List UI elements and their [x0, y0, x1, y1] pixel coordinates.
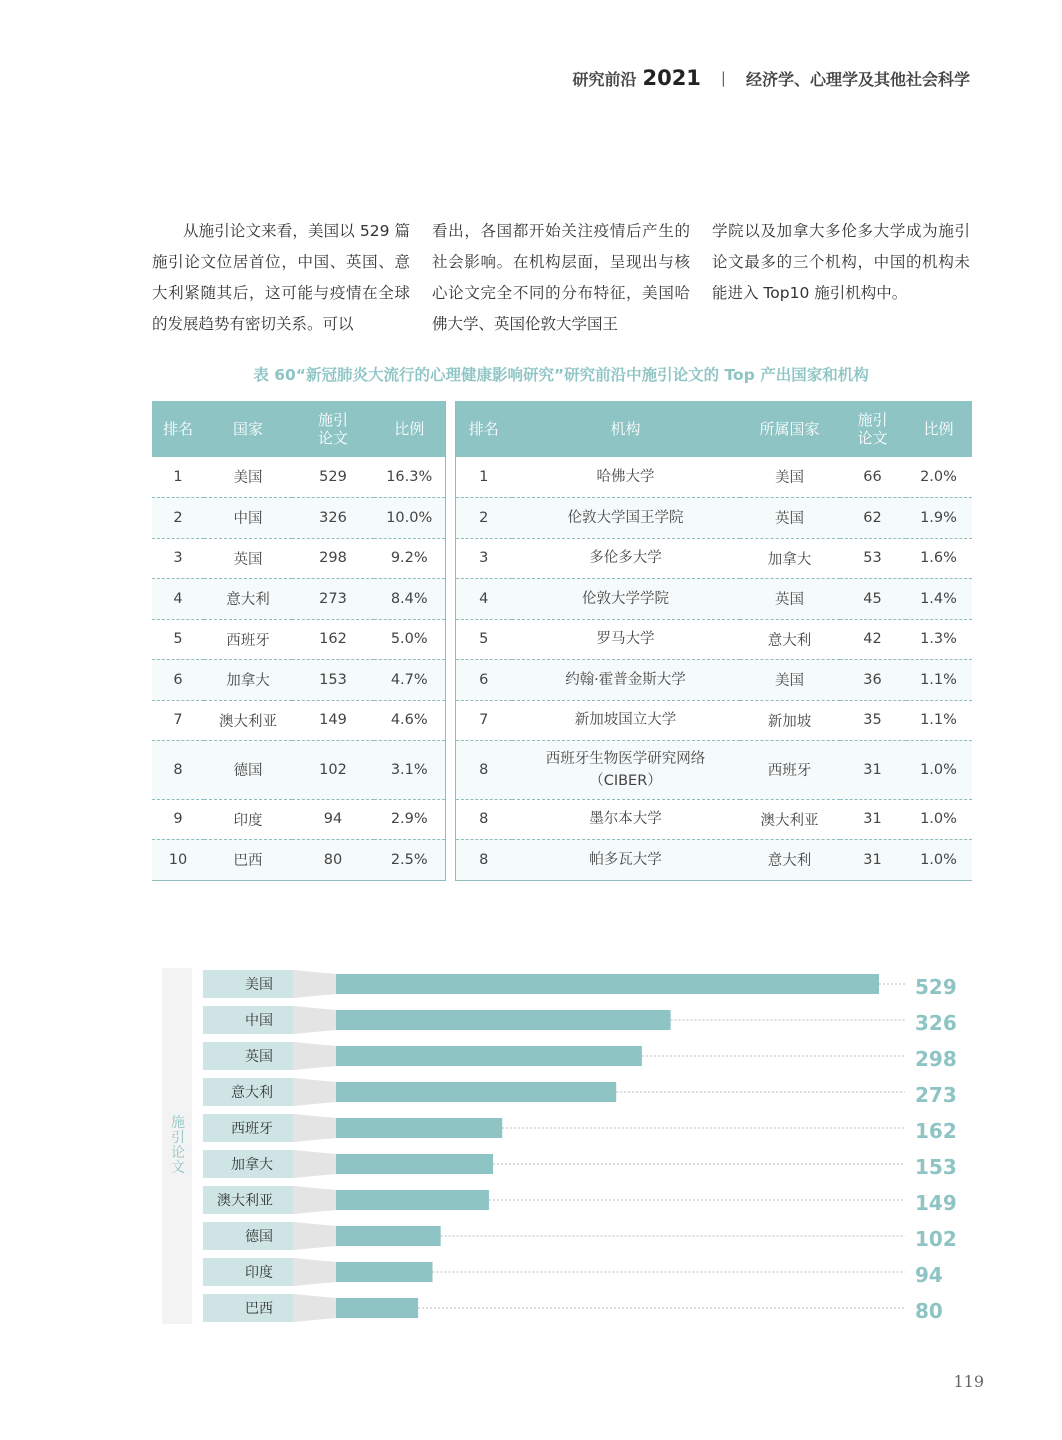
label-connector [293, 1258, 336, 1286]
cell-ratio: 9.2% [374, 538, 445, 578]
citing-papers-bar-chart [160, 968, 960, 1328]
col-header-institution: 机构 [512, 401, 740, 457]
institution-name: 伦敦大学学院 [582, 590, 669, 607]
cell-papers: 529 [292, 457, 374, 497]
label-connector [293, 1078, 336, 1106]
cell-institution [512, 619, 740, 659]
cell-papers: 53 [840, 538, 906, 578]
label-connector [293, 1006, 336, 1034]
cell-affiliated-country: 意大利 [740, 619, 840, 659]
table-row [456, 497, 972, 538]
cell-institution [512, 659, 740, 700]
body-text [152, 216, 970, 340]
table-row [456, 457, 972, 497]
bar-row [203, 1294, 943, 1323]
bar-row [203, 1150, 957, 1179]
cell-country: 加拿大 [204, 659, 292, 700]
table-row [456, 538, 972, 578]
cell-institution [512, 700, 740, 740]
chart-y-axis-label: 施 引 论 文 [171, 1115, 185, 1176]
table-row [456, 578, 972, 619]
institution-name: 约翰·霍普金斯大学 [565, 671, 686, 688]
cell-ratio: 4.6% [374, 700, 445, 740]
institution-name: 西班牙生物医学研究网络 [545, 750, 706, 767]
cell-papers: 35 [840, 700, 906, 740]
body-text-col-2: 看出，各国都开始关注疫情后产生的社会影响。在机构层面，呈现出与核心论文完全不同的分布特征，美国哈佛大学、英国伦敦大学国王 [432, 222, 690, 333]
cell-rank: 6 [456, 659, 512, 700]
cell-country: 澳大利亚 [204, 700, 292, 740]
bar [336, 1190, 489, 1210]
institution-name: 墨尔本大学 [589, 811, 662, 827]
cell-country: 美国 [204, 457, 292, 497]
cell-country: 巴西 [204, 839, 292, 880]
label-connector [293, 1186, 336, 1214]
header-year: 2021 [642, 66, 701, 90]
cell-ratio: 1.0% [906, 740, 972, 799]
label-connector [293, 1222, 336, 1250]
bar-row [203, 1006, 957, 1035]
institution-name-line2: （CIBER） [589, 772, 662, 789]
cell-rank: 4 [456, 578, 512, 619]
cell-institution [512, 538, 740, 578]
table-row [152, 839, 445, 880]
category-label: 德国 [245, 1229, 273, 1245]
table-row [152, 659, 445, 700]
label-connector [293, 1150, 336, 1178]
cell-rank: 7 [456, 700, 512, 740]
bar [336, 974, 879, 994]
cell-ratio: 2.0% [906, 457, 972, 497]
table-row [456, 799, 972, 839]
cell-papers: 36 [840, 659, 906, 700]
category-label: 加拿大 [231, 1157, 273, 1173]
cell-ratio: 8.4% [374, 578, 445, 619]
cell-ratio: 3.1% [374, 740, 445, 799]
col-header-papers [292, 401, 374, 457]
institution-name: 哈佛大学 [596, 468, 655, 485]
cell-ratio: 10.0% [374, 497, 445, 538]
table-row [152, 538, 445, 578]
institution-name: 帕多瓦大学 [589, 851, 662, 868]
cell-rank: 2 [456, 497, 512, 538]
table-row [456, 700, 972, 740]
institution-table [455, 401, 972, 881]
cell-rank: 3 [152, 538, 204, 578]
cell-ratio: 1.0% [906, 799, 972, 839]
value-label: 94 [915, 1263, 943, 1287]
col-header-ratio: 比例 [374, 401, 445, 457]
cell-rank: 1 [152, 457, 204, 497]
bar-row [203, 1042, 957, 1071]
cell-affiliated-country: 英国 [740, 578, 840, 619]
cell-papers: 149 [292, 700, 374, 740]
cell-ratio: 1.6% [906, 538, 972, 578]
cell-affiliated-country: 西班牙 [740, 740, 840, 799]
cell-institution [512, 740, 740, 799]
cell-papers: 42 [840, 619, 906, 659]
cell-rank: 8 [456, 839, 512, 880]
category-label: 澳大利亚 [217, 1193, 273, 1209]
table-row [456, 839, 972, 880]
category-label: 英国 [245, 1049, 273, 1065]
bar-row [203, 1114, 957, 1143]
cell-rank: 1 [456, 457, 512, 497]
cell-institution [512, 839, 740, 880]
bar-row [203, 1078, 957, 1107]
label-connector [293, 1042, 336, 1070]
cell-country: 英国 [204, 538, 292, 578]
category-label: 西班牙 [231, 1121, 273, 1137]
col-header-papers [840, 401, 906, 457]
cell-affiliated-country: 加拿大 [740, 538, 840, 578]
cell-ratio: 16.3% [374, 457, 445, 497]
table-row [152, 700, 445, 740]
bar-chart-svg [160, 968, 960, 1328]
bar [336, 1046, 642, 1066]
bar-row [203, 1186, 957, 1215]
cell-papers: 273 [292, 578, 374, 619]
cell-affiliated-country: 新加坡 [740, 700, 840, 740]
col-header-rank: 排名 [456, 401, 512, 457]
country-table-header-row [152, 401, 445, 457]
page-number: 119 [953, 1372, 984, 1391]
value-label: 273 [915, 1083, 957, 1107]
col-header-country: 国家 [204, 401, 292, 457]
cell-affiliated-country: 美国 [740, 659, 840, 700]
cell-papers: 153 [292, 659, 374, 700]
body-text-col-1: 从施引论文来看，美国以 529 篇施引论文位居首位，中国、英国、意大利紧随其后，这可能与疫情在全球的发展趋势有密切关系。可以 [152, 222, 410, 333]
header-separator: | [720, 69, 726, 87]
cell-ratio: 2.9% [374, 799, 445, 839]
cell-ratio: 1.4% [906, 578, 972, 619]
cell-country: 印度 [204, 799, 292, 839]
header-brand [572, 66, 700, 90]
cell-papers: 94 [292, 799, 374, 839]
cell-papers: 326 [292, 497, 374, 538]
category-label: 巴西 [245, 1301, 273, 1317]
col-header-rank: 排名 [152, 401, 204, 457]
value-label: 529 [915, 975, 957, 999]
cell-papers: 62 [840, 497, 906, 538]
cell-rank: 10 [152, 839, 204, 880]
cell-affiliated-country: 英国 [740, 497, 840, 538]
header-brand-text: 研究前沿 [572, 70, 637, 89]
cell-ratio: 1.1% [906, 659, 972, 700]
cell-papers: 66 [840, 457, 906, 497]
cell-rank: 6 [152, 659, 204, 700]
cell-rank: 7 [152, 700, 204, 740]
institution-name: 新加坡国立大学 [574, 712, 677, 728]
label-connector [293, 970, 336, 998]
bar-row [203, 1222, 957, 1251]
table-caption: 表 60“新冠肺炎大流行的心理健康影响研究”研究前沿中施引论文的 Top 产出国家和机构 [253, 366, 869, 384]
col-header-papers-line1: 施引 [317, 411, 348, 429]
cell-affiliated-country: 澳大利亚 [740, 799, 840, 839]
bar [336, 1082, 616, 1102]
cell-rank: 8 [152, 740, 204, 799]
category-label: 意大利 [231, 1085, 273, 1101]
category-label: 印度 [245, 1265, 273, 1281]
table-row [152, 619, 445, 659]
cell-institution [512, 457, 740, 497]
cell-ratio: 1.0% [906, 839, 972, 880]
category-label: 中国 [245, 1013, 273, 1029]
cell-ratio: 1.9% [906, 497, 972, 538]
cell-papers: 31 [840, 740, 906, 799]
cell-affiliated-country: 意大利 [740, 839, 840, 880]
col-header-affiliated-country: 所属国家 [740, 401, 840, 457]
cell-rank: 5 [456, 619, 512, 659]
table-row [152, 578, 445, 619]
table-row [456, 619, 972, 659]
bar [336, 1262, 432, 1282]
institution-name: 伦敦大学国王学院 [567, 509, 684, 526]
cell-country: 意大利 [204, 578, 292, 619]
col-header-papers-line2: 论文 [857, 429, 888, 447]
value-label: 102 [915, 1227, 957, 1251]
col-header-ratio: 比例 [906, 401, 972, 457]
value-label: 298 [915, 1047, 957, 1071]
cell-papers: 102 [292, 740, 374, 799]
cell-ratio: 1.1% [906, 700, 972, 740]
label-connector [293, 1294, 336, 1322]
value-label: 149 [915, 1191, 957, 1215]
cell-institution [512, 578, 740, 619]
cell-papers: 31 [840, 839, 906, 880]
col-header-papers-line1: 施引 [857, 411, 888, 429]
cell-rank: 2 [152, 497, 204, 538]
cell-ratio: 2.5% [374, 839, 445, 880]
header-section: 经济学、心理学及其他社会科学 [745, 69, 970, 89]
country-table [152, 401, 446, 881]
table-row [456, 740, 972, 799]
bar [336, 1298, 418, 1318]
institution-name: 罗马大学 [596, 631, 655, 647]
cell-papers: 162 [292, 619, 374, 659]
value-label: 153 [915, 1155, 957, 1179]
value-label: 162 [915, 1119, 957, 1143]
table-row [152, 457, 445, 497]
cell-country: 西班牙 [204, 619, 292, 659]
table-row [456, 659, 972, 700]
cell-rank: 8 [456, 799, 512, 839]
cell-rank: 8 [456, 740, 512, 799]
bar [336, 1118, 502, 1138]
cell-country: 中国 [204, 497, 292, 538]
body-text-col-3: 学院以及加拿大多伦多大学成为施引论文最多的三个机构，中国的机构未能进入 Top10 施引机构中。 [712, 222, 970, 302]
table-row [152, 497, 445, 538]
cell-rank: 4 [152, 578, 204, 619]
cell-institution [512, 799, 740, 839]
bar-row [203, 970, 957, 999]
cell-ratio: 5.0% [374, 619, 445, 659]
cell-country: 德国 [204, 740, 292, 799]
table-row [152, 740, 445, 799]
cell-papers: 45 [840, 578, 906, 619]
table-row [152, 799, 445, 839]
value-label: 80 [915, 1299, 943, 1323]
value-label: 326 [915, 1011, 957, 1035]
label-connector [293, 1114, 336, 1142]
col-header-papers-line2: 论文 [317, 429, 348, 447]
cell-papers: 31 [840, 799, 906, 839]
cell-rank: 5 [152, 619, 204, 659]
bar-row [203, 1258, 943, 1287]
cell-ratio: 1.3% [906, 619, 972, 659]
category-label: 美国 [245, 977, 273, 993]
cell-rank: 3 [456, 538, 512, 578]
cell-institution [512, 497, 740, 538]
cell-ratio: 4.7% [374, 659, 445, 700]
institution-name: 多伦多大学 [589, 550, 662, 566]
cell-papers: 80 [292, 839, 374, 880]
bar [336, 1226, 441, 1246]
bar [336, 1010, 671, 1030]
bar [336, 1154, 493, 1174]
page-header [572, 64, 970, 92]
cell-affiliated-country: 美国 [740, 457, 840, 497]
institution-table-header-row [456, 401, 972, 457]
cell-papers: 298 [292, 538, 374, 578]
cell-rank: 9 [152, 799, 204, 839]
